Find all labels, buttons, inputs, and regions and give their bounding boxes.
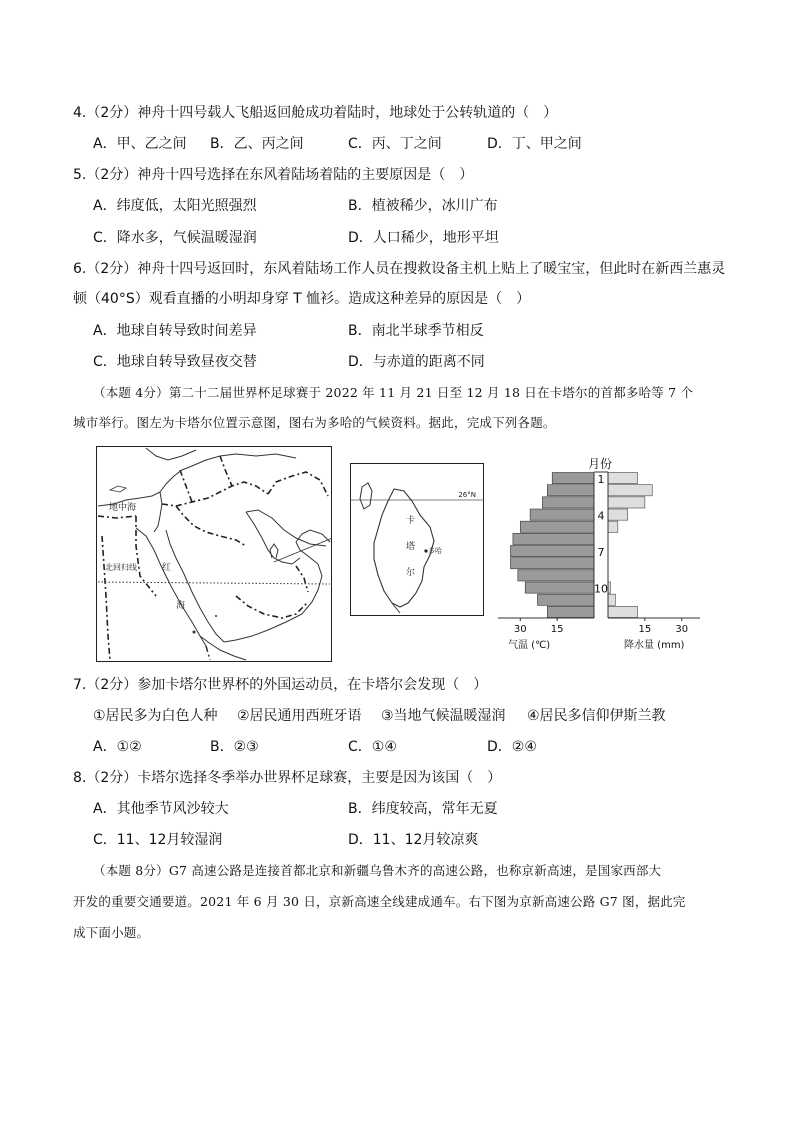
x-axis-label-temperature: 气温 (℃) [508,640,551,651]
month-label: 4 [597,509,605,523]
q6-option-b[interactable]: B．南北半球季节相反 [348,323,484,339]
question-5-stem: 5.（2分）神舟十四号选择在东风着陆场着陆的主要原因是（ ） [73,167,474,183]
temperature-bar [537,594,594,605]
tropic-of-cancer-label: 北回归线 [105,563,137,572]
q7-statement-4: ④居民多信仰伊斯兰教 [527,708,666,724]
temperature-bar [510,558,594,569]
red-sea-label-1: 红 [162,563,172,573]
axis-tick-label: 30 [675,624,689,635]
chart-title: 月份 [587,457,613,471]
intro-g7-line1: （本题 8分）G7 高速公路是连接首都北京和新疆乌鲁木齐的高速公路，也称京新高速，是国家西部大 [93,863,662,878]
q5-option-a[interactable]: A．纬度低，太阳光照强烈 [93,198,257,214]
q7-option-b[interactable]: B．②③ [210,739,259,755]
q8-option-d[interactable]: D．11、12月较凉爽 [348,832,479,848]
q8-option-a[interactable]: A．其他季节风沙较大 [93,801,229,817]
q7-statement-1: ①居民多为白色人种 [93,708,218,724]
precipitation-bar [608,497,645,508]
temperature-bar [552,473,594,484]
temperature-bar [513,533,594,544]
q7-statement-2: ②居民通用西班牙语 [237,708,362,724]
qatar-label-3: 尔 [406,568,416,578]
question-7-stem: 7.（2分）参加卡塔尔世界杯的外国运动员，在卡塔尔会发现（ ） [73,677,488,693]
q5-option-b[interactable]: B．植被稀少，冰川广布 [348,198,498,214]
month-label: 1 [597,473,605,487]
q4-option-a[interactable]: A．甲、乙之间 [93,136,187,152]
month-label: 7 [597,546,605,560]
q6-option-c[interactable]: C．地球自转导致昼夜交替 [93,354,257,370]
doha-climate-chart [494,452,706,656]
question-6-stem-line2: 顿（40°S）观看直播的小明却身穿 T 恤衫。造成这种差异的原因是（ ） [73,291,531,307]
month-label: 10 [594,582,608,596]
qatar-inset-map [350,463,484,616]
q5-option-c[interactable]: C．降水多，气候温暖湿润 [93,230,257,246]
question-4-stem: 4.（2分）神舟十四号载人飞船返回舱成功着陆时，地球处于公转轨道的（ ） [73,105,558,121]
temperature-bar [547,485,594,496]
temperature-bar [518,570,594,581]
intro-worldcup-line2: 城市举行。图左为卡塔尔位置示意图，图右为多哈的气候资料。据此，完成下列各题。 [73,415,556,430]
q4-option-c[interactable]: C．丙、丁之间 [348,136,442,152]
q5-option-d[interactable]: D．人口稀少，地形平坦 [348,230,499,246]
precipitation-bar [608,485,652,496]
intro-g7-line2: 开发的重要交通要道。2021 年 6 月 30 日，京新高速全线建成通车。右下图为京新高速公路 G7 图，据此完 [73,894,686,909]
q7-statement-3: ③当地气候温暖湿润 [381,708,506,724]
temperature-bar [520,521,594,532]
q7-option-a[interactable]: A．①② [93,739,142,755]
question-6-stem-line1: 6.（2分）神舟十四号返回时，东风着陆场工作人员在搜救设备主机上贴上了暖宝宝，但此时在新西兰惠灵 [73,261,726,277]
q7-option-c[interactable]: C．①④ [348,739,397,755]
intro-worldcup-line1: （本题 4分）第二十二届世界杯足球赛于 2022 年 11 月 21 日至 12 月 18 日在卡塔尔的首都多哈等 7 个 [93,385,694,400]
q4-option-d[interactable]: D．丁、甲之间 [487,136,582,152]
temperature-bar [510,546,594,557]
q6-option-d[interactable]: D．与赤道的距离不同 [348,354,485,370]
doha-label: 多哈 [428,547,442,555]
latitude-label: 26°N [458,491,476,499]
q7-option-d[interactable]: D．②④ [487,739,537,755]
q4-option-b[interactable]: B．乙、丙之间 [210,136,304,152]
q8-option-c[interactable]: C．11、12月较湿润 [93,832,223,848]
mediterranean-label: 地中海 [109,503,137,513]
red-sea-label-2: 海 [176,601,186,611]
precipitation-bar [608,509,628,520]
q8-option-b[interactable]: B．纬度较高，常年无夏 [348,801,498,817]
precipitation-bar [608,473,637,484]
precipitation-bar [608,521,618,532]
temperature-bar [530,509,594,520]
temperature-bar [525,582,594,593]
intro-g7-line3: 成下面小题。 [73,925,150,940]
arabia-location-map [96,446,332,662]
temperature-bar [547,606,594,617]
qatar-label-1: 卡 [406,516,416,526]
q6-option-a[interactable]: A．地球自转导致时间差异 [93,323,257,339]
axis-tick-label: 15 [550,624,564,635]
precipitation-bar [608,606,637,617]
precipitation-bar [608,594,615,605]
temperature-bar [542,497,594,508]
x-axis-label-precipitation: 降水量 (mm) [624,640,685,651]
axis-tick-label: 15 [638,624,652,635]
qatar-label-2: 塔 [406,542,416,552]
question-8-stem: 8.（2分）卡塔尔选择冬季举办世界杯足球赛，主要是因为该国（ ） [73,770,502,786]
axis-tick-label: 30 [513,624,527,635]
